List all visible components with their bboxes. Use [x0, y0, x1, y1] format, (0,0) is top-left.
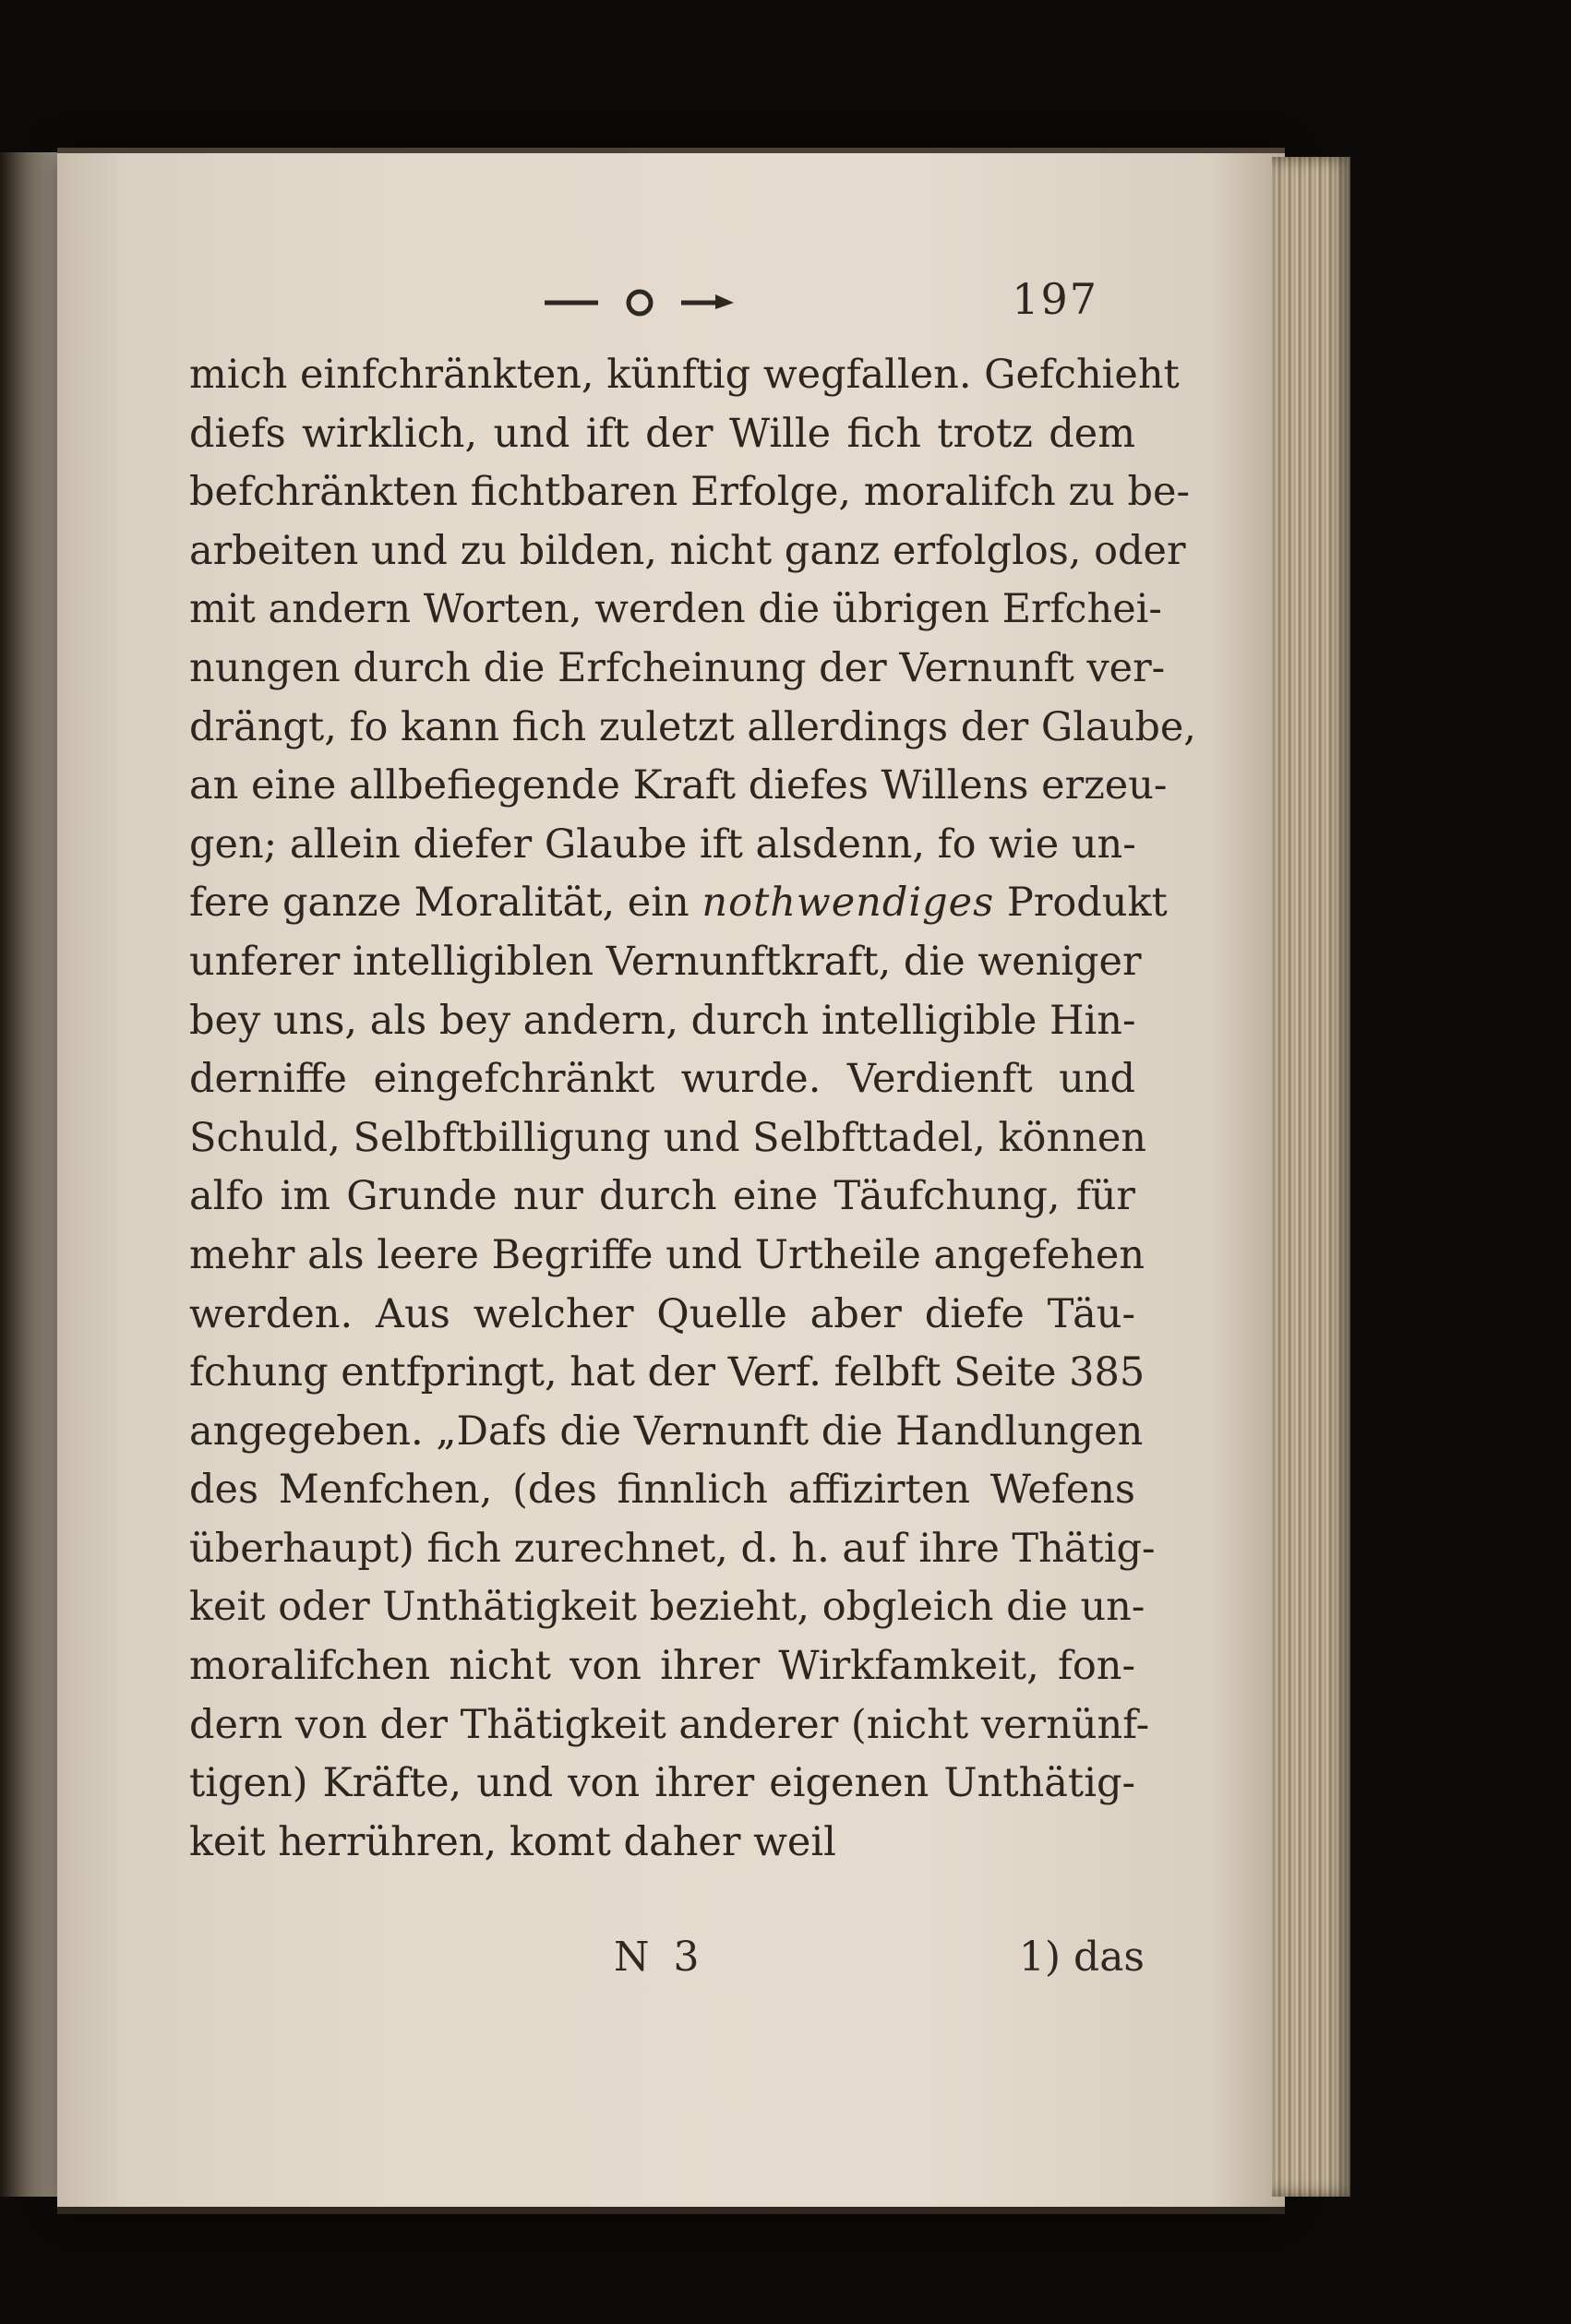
- text-line: moralifchen nicht von ihrer Wirkfamkeit, fon-: [189, 1643, 1135, 1690]
- text-line: des Menfchen, (des finnlich affizirten Wefens: [189, 1467, 1135, 1514]
- signature-mark: N 3: [614, 1934, 705, 1981]
- text-line: bey uns, als bey andern, durch intelligible Hin-: [189, 997, 1136, 1044]
- page-number: 197: [1012, 274, 1098, 324]
- book-left-edge: [0, 152, 65, 2197]
- text-line: werden. Aus welcher Quelle aber diefe Täu-: [189, 1290, 1135, 1337]
- text-line: mich einfchränkten, künftig wegfallen. Gefchieht: [189, 352, 1180, 398]
- text-line: angegeben. „Dafs die Vernunft die Handlungen: [189, 1408, 1144, 1455]
- text-run: Produkt: [1006, 880, 1168, 927]
- text-line: alfo im Grunde nur durch eine Täufchung, für: [189, 1173, 1135, 1220]
- text-line: Schuld, Selbftbilligung und Selbfttadel, können: [189, 1114, 1146, 1161]
- text-line: überhaupt) fich zurechnet, d. h. auf ihre Thätig-: [189, 1525, 1156, 1572]
- text-line: gen; allein diefer Glaube ift alsdenn, fo wie un-: [189, 821, 1136, 868]
- running-head: [535, 272, 1108, 328]
- text-line: drängt, fo kann fich zuletzt allerdings der Glaube,: [189, 703, 1196, 750]
- text-line: tigen) Kräfte, und von ihrer eigenen Unthätig-: [189, 1760, 1135, 1807]
- body-text: [189, 346, 1196, 1872]
- text-line: unferer intelligiblen Vernunftkraft, die weniger: [189, 938, 1142, 985]
- text-line: befchränkten fichtbaren Erfolge, moralifch zu be-: [189, 469, 1191, 516]
- text-line: dern von der Thätigkeit anderer (nicht vernünf-: [189, 1701, 1150, 1748]
- page-edges: [1272, 157, 1350, 2197]
- text-line: nungen durch die Erfcheinung der Vernunft ver-: [189, 644, 1166, 691]
- text-line: mit andern Worten, werden die übrigen Erfchei-: [189, 586, 1162, 633]
- ornament-icon: [535, 280, 785, 326]
- text-line: derniffe eingefchränkt wurde. Verdienft und: [189, 1056, 1135, 1103]
- text-line: mehr als leere Begriffe und Urtheile angefehen: [189, 1231, 1145, 1278]
- text-run: fere ganze Moralität, ein: [189, 880, 690, 927]
- text-line: arbeiten und zu bilden, nicht ganz erfolglos, oder: [189, 527, 1186, 574]
- text-line: keit herrühren, komt daher weil: [189, 1818, 836, 1865]
- emphasized-word: nothwendiges: [702, 880, 995, 927]
- text-line: keit oder Unthätigkeit bezieht, obgleich die un-: [189, 1584, 1145, 1631]
- text-line: diefs wirklich, und ift der Wille fich trotz dem: [189, 410, 1135, 457]
- catchword: 1) das: [1018, 1934, 1145, 1981]
- text-line: fchung entfpringt, hat der Verf. felbft Seite 385: [189, 1349, 1145, 1396]
- text-line-emphasis: [189, 874, 1168, 933]
- text-line: an eine allbefiegende Kraft diefes Willens erzeu-: [189, 762, 1168, 809]
- page-footer: [614, 1934, 1145, 1989]
